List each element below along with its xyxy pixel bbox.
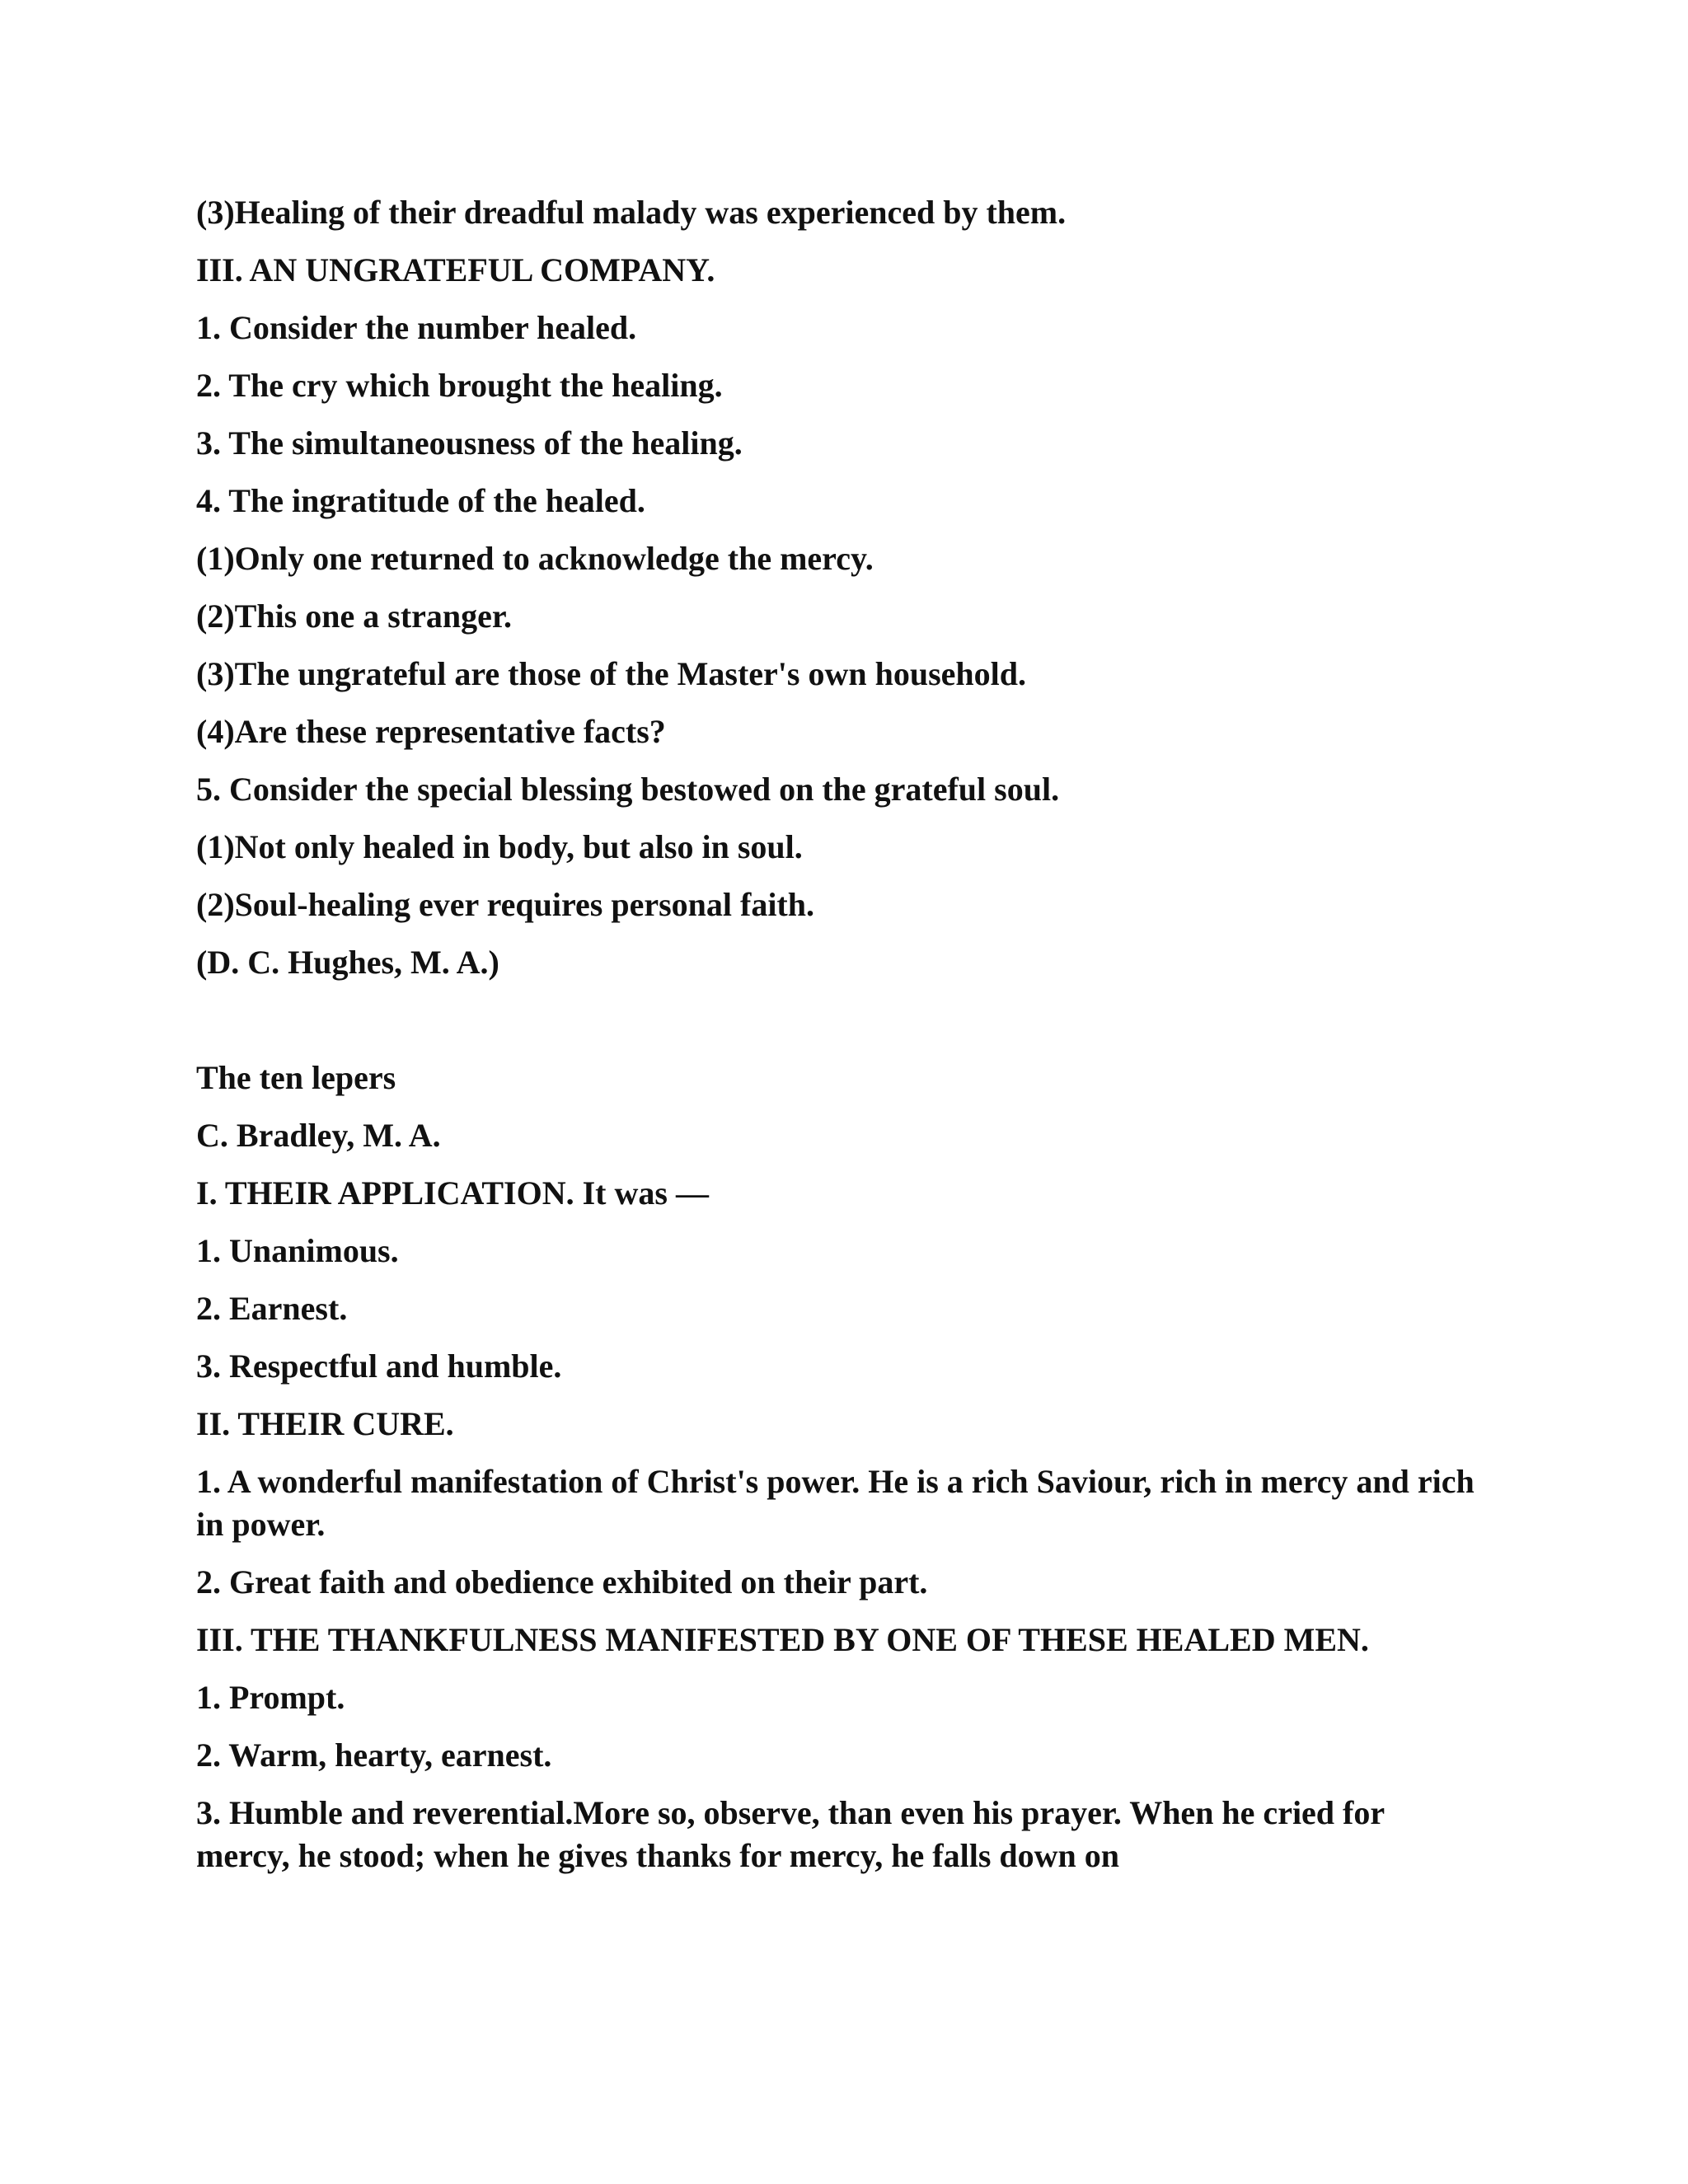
section-author: C. Bradley, M. A. xyxy=(196,1117,441,1154)
section-heading: III. THE THANKFULNESS MANIFESTED BY ONE OF THESE HEALED MEN. xyxy=(196,1621,1369,1658)
section-spacer xyxy=(196,999,1482,1057)
text-line: 2. Warm, hearty, earnest. xyxy=(196,1736,552,1774)
text-line: (4)Are these representative facts? xyxy=(196,713,666,750)
text-line: 2. Earnest. xyxy=(196,1290,348,1327)
section-heading: II. THEIR CURE. xyxy=(196,1405,454,1442)
section-title: The ten lepers xyxy=(196,1059,396,1096)
text-line: 1. Prompt. xyxy=(196,1679,345,1716)
text-line: 1. Consider the number healed. xyxy=(196,309,637,346)
text-line: 5. Consider the special blessing bestowed on the grateful soul. xyxy=(196,771,1060,808)
text-line: (2)This one a stranger. xyxy=(196,598,512,635)
section-heading: I. THEIR APPLICATION. It was — xyxy=(196,1174,709,1212)
attribution: (D. C. Hughes, M. A.) xyxy=(196,944,499,981)
text-line: (1)Not only healed in body, but also in soul. xyxy=(196,828,803,865)
text-line: (2)Soul-healing ever requires personal faith. xyxy=(196,886,814,923)
text-line: (1)Only one returned to acknowledge the mercy. xyxy=(196,540,874,577)
paragraph: 1. A wonderful manifestation of Christ's power. He is a rich Saviour, rich in mercy and rich in power. xyxy=(196,1463,1475,1543)
text-line: 2. The cry which brought the healing. xyxy=(196,367,723,404)
text-line: 4. The ingratitude of the healed. xyxy=(196,482,645,519)
document-page xyxy=(196,191,1482,1892)
section-heading: III. AN UNGRATEFUL COMPANY. xyxy=(196,251,715,288)
text-line: 3. Respectful and humble. xyxy=(196,1347,562,1385)
text-line: 1. Unanimous. xyxy=(196,1232,399,1269)
text-line: (3)The ungrateful are those of the Master's own household. xyxy=(196,655,1027,692)
text-line: 3. The simultaneousness of the healing. xyxy=(196,424,743,462)
text-line: 2. Great faith and obedience exhibited on their part. xyxy=(196,1563,928,1601)
paragraph: 3. Humble and reverential.More so, observe, than even his prayer. When he cried for mercy, he stood; when he gives thanks for mercy, he falls down on xyxy=(196,1794,1385,1874)
text-line: (3)Healing of their dreadful malady was experienced by them. xyxy=(196,194,1067,231)
